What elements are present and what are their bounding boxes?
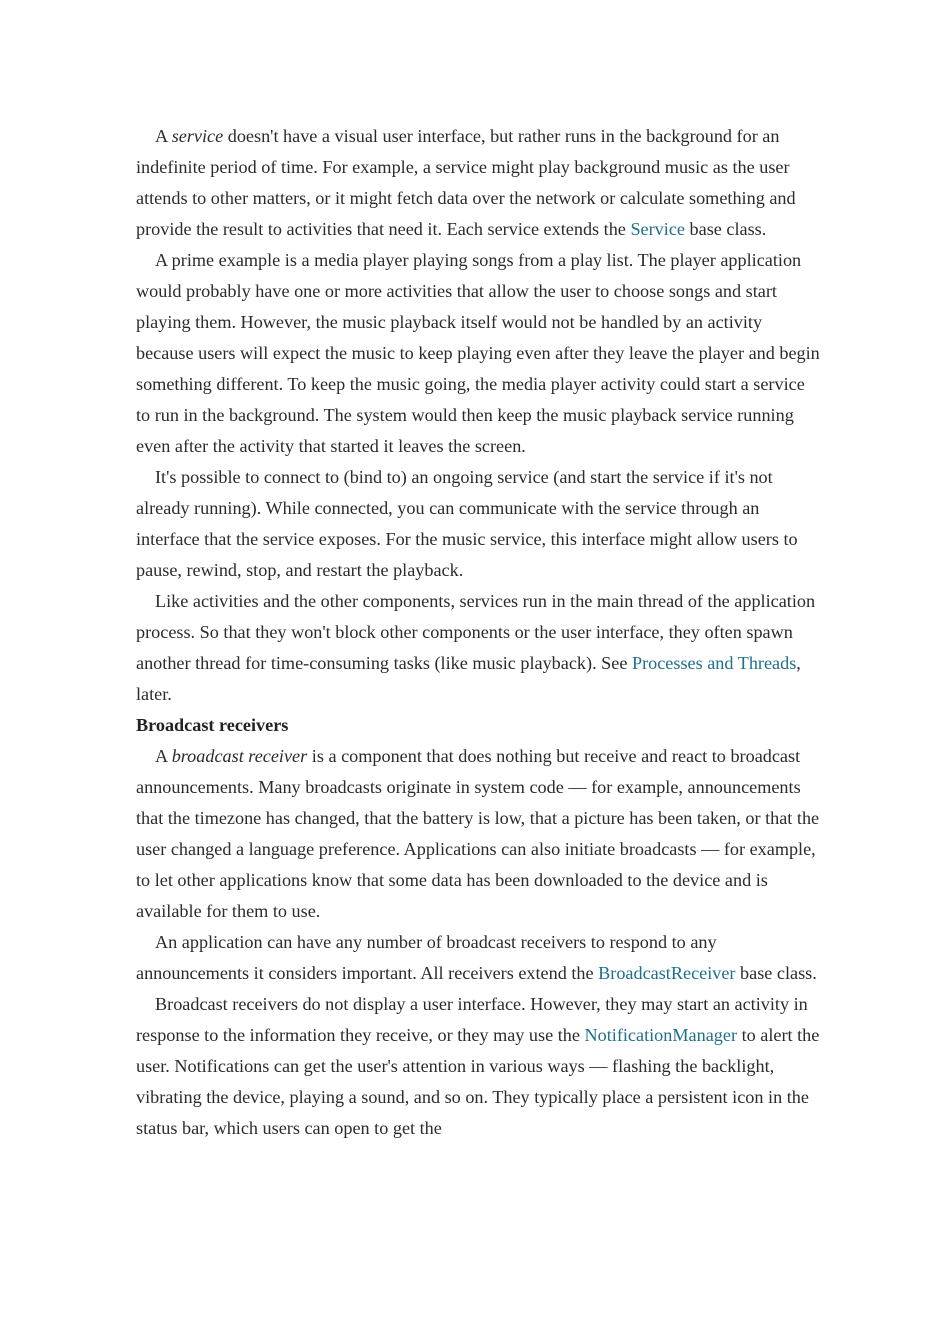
service-term: service [171,126,224,146]
paragraph-broadcast-receiver-intro: A broadcast receiver is a component that does nothing but receive and react to broadcast announcements. Many broadcasts originate in system code — for example, announcements that the timezone has changed, that the battery is low, that a picture has been taken, or that the user changed a language preference. Applications can also initiate broadcasts — for example, to let other applications know that some data has been downloaded to the device and is available for them to use. [136,746,820,921]
paragraph-main-thread: Like activities and the other components, services run in the main thread of the application process. So that they won't block other components or the user interface, they often spawn another thread for time-consuming tasks (like music playback). See Processes and Threads, later. [136,591,816,704]
broadcast-receiver-term: broadcast receiver [171,746,308,766]
document-page [136,121,820,1144]
paragraph-bind-service: It's possible to connect to (bind to) an ongoing service (and start the service if it's not already running). While connected, you can communicate with the service through an interface that the service exposes. For the music service, this interface might allow users to pause, rewind, stop, and restart the playback. [136,467,798,580]
processes-and-threads-link[interactable]: Processes and Threads [631,653,797,673]
paragraph-receiver-count: An application can have any number of broadcast receivers to respond to any announcements it considers important. All receivers extend the BroadcastReceiver base class. [136,932,817,983]
paragraph-media-player-example: A prime example is a media player playing songs from a play list. The player application would probably have one or more activities that allow the user to choose songs and start playing them. However, the music playback itself would not be handled by an activity because users will expect the music to keep playing even after they leave the player and begin something different. To keep the music going, the media player activity could start a service to run in the background. The system would then keep the music playback service running even after the activity that started it leaves the screen. [136,250,820,456]
paragraph-receiver-ui: Broadcast receivers do not display a user interface. However, they may start an activity in response to the information they receive, or they may use the NotificationManager to alert the user. Notifications can get the user's attention in various ways — flashing the backlight, vibrating the device, playing a sound, and so on. They typically place a persistent icon in the status bar, which users can open to get the [136,994,820,1138]
notificationmanager-link[interactable]: NotificationManager [584,1025,738,1045]
service-link[interactable]: Service [630,219,685,239]
paragraph-service-intro: A service doesn't have a visual user interface, but rather runs in the background for an indefinite period of time. For example, a service might play background music as the user attends to other matters, or it might fetch data over the network or calculate something and provide the result to activities that need it. Each service extends the Service base class. [136,126,796,239]
broadcastreceiver-link[interactable]: BroadcastReceiver [598,963,736,983]
section-heading-broadcast-receivers: Broadcast receivers [136,715,289,735]
